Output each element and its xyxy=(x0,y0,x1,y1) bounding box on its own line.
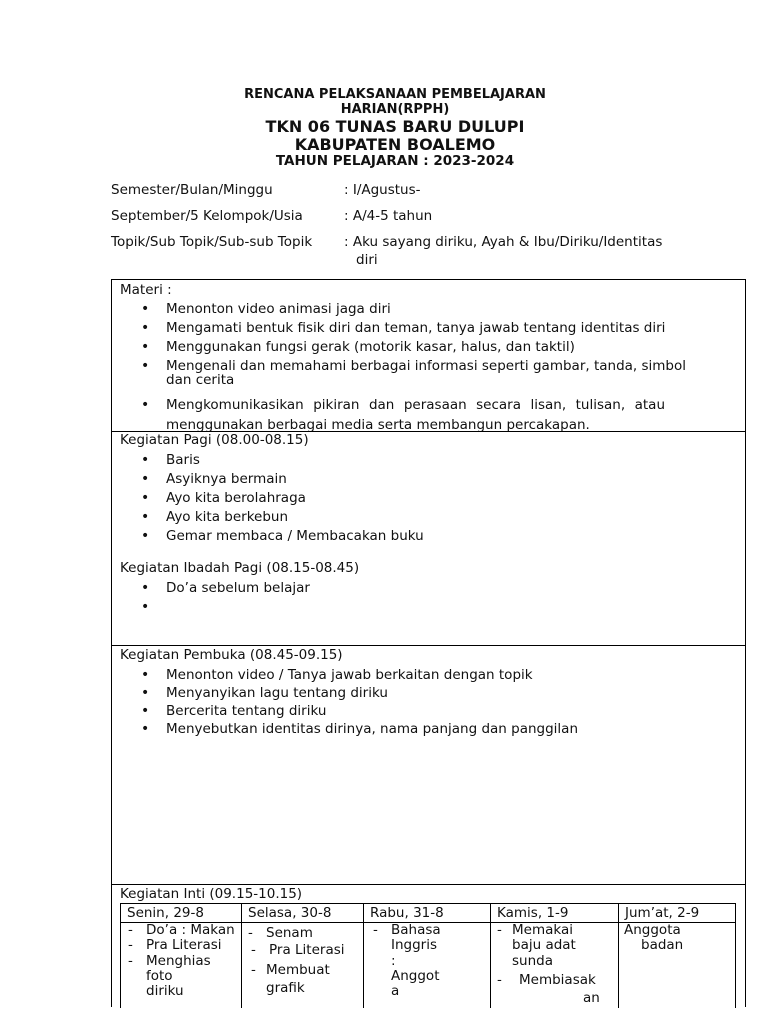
pagi-list xyxy=(112,453,745,543)
day-header: Jum’at, 2-9 xyxy=(619,904,735,923)
day-header: Kamis, 1-9 xyxy=(491,904,618,923)
materi-item: • Mengenali dan memahami berbagai informasi seperti gambar, tanda, simbol dan cerita xyxy=(112,359,745,387)
materi-item: • Mengamati bentuk fisik diri dan teman, tanya jawab tentang identitas diri xyxy=(112,321,745,335)
activity-line: : xyxy=(391,953,396,969)
ibadah-title: Kegiatan Ibadah Pagi (08.15-08.45) xyxy=(120,560,360,576)
activity-line: an xyxy=(583,990,600,1006)
activity-line: baju adat xyxy=(512,937,576,953)
materi-item: • Mengkomunikasikan pikiran dan perasaan secara lisan, tulisan, atau menggunakan berbagai media serta membangun percakapan. xyxy=(112,395,745,435)
activity-line: Anggota xyxy=(624,922,681,938)
pembuka-item: • Menonton video / Tanya jawab berkaitan dengan topik xyxy=(112,668,745,682)
materi-item: • Menggunakan fungsi gerak (motorik kasar, halus, dan taktil) xyxy=(112,340,745,354)
day-column-jumat xyxy=(619,904,735,1008)
ibadah-list xyxy=(112,581,745,614)
pembuka-title: Kegiatan Pembuka (08.45-09.15) xyxy=(120,647,343,663)
info-topic-value-cont: diri xyxy=(356,252,378,268)
pembuka-item: • Menyebutkan identitas dirinya, nama panjang dan panggilan xyxy=(112,722,745,736)
pagi-item: • Baris xyxy=(112,453,745,467)
materi-title: Materi : xyxy=(120,282,172,298)
doc-title-line2: HARIAN(RPPH) xyxy=(340,102,450,117)
info-topic-value: : Aku sayang diriku, Ayah & Ibu/Diriku/Identitas xyxy=(344,234,663,250)
activity-line: Pra Literasi xyxy=(269,942,345,958)
pagi-item: • Asyiknya bermain xyxy=(112,472,745,486)
dash-bullet: - xyxy=(128,937,133,953)
region-name: KABUPATEN BOALEMO xyxy=(294,135,496,154)
activity-line: Bahasa xyxy=(391,922,441,938)
dash-bullet: - xyxy=(248,925,253,941)
ibadah-item xyxy=(112,600,745,614)
activity-line: Memakai xyxy=(512,922,573,938)
activity-line: diriku xyxy=(146,983,184,999)
dash-bullet: - xyxy=(497,922,502,938)
dash-bullet: - xyxy=(373,922,378,938)
dash-bullet: - xyxy=(251,942,256,958)
activity-line: grafik xyxy=(266,980,305,996)
activity-line: sunda xyxy=(512,953,553,969)
activity-line: Anggot xyxy=(391,968,440,984)
inti-title: Kegiatan Inti (09.15-10.15) xyxy=(120,886,303,902)
activity-line: badan xyxy=(641,937,684,953)
activity-line: Membiasak xyxy=(519,972,596,988)
pagi-item: • Ayo kita berolahraga xyxy=(112,491,745,505)
pembuka-item: • Menyanyikan lagu tentang diriku xyxy=(112,686,745,700)
activity-line: Senam xyxy=(266,925,313,941)
info-class-value: : A/4-5 tahun xyxy=(344,208,433,224)
materi-list xyxy=(112,302,745,435)
pagi-title: Kegiatan Pagi (08.00-08.15) xyxy=(120,432,309,448)
day-column-senin xyxy=(121,904,242,1008)
pembuka-item: • Bercerita tentang diriku xyxy=(112,704,745,718)
day-header: Senin, 29-8 xyxy=(121,904,241,923)
school-name: TKN 06 TUNAS BARU DULUPI xyxy=(265,117,525,136)
info-semester-label: Semester/Bulan/Minggu xyxy=(111,182,273,198)
inti-schedule-table xyxy=(120,903,736,1008)
pembuka-list xyxy=(112,668,745,736)
ibadah-item: • Do’a sebelum belajar xyxy=(112,581,745,595)
day-header: Selasa, 30-8 xyxy=(242,904,363,923)
materi-item: • Menonton video animasi jaga diri xyxy=(112,302,745,316)
dash-bullet: - xyxy=(128,953,133,969)
activity-line: Inggris xyxy=(391,937,438,953)
day-column-selasa xyxy=(242,904,364,1008)
pagi-item: • Gemar membaca / Membacakan buku xyxy=(112,529,745,543)
activity-line: Menghias xyxy=(146,953,211,969)
day-column-rabu xyxy=(364,904,491,1008)
academic-year: TAHUN PELAJARAN : 2023-2024 xyxy=(275,153,515,169)
activity-line: a xyxy=(391,983,400,999)
pagi-item: • Ayo kita berkebun xyxy=(112,510,745,524)
dash-bullet: - xyxy=(497,972,502,988)
lesson-plan-box xyxy=(111,279,746,1007)
activity-line: Pra Literasi xyxy=(146,937,222,953)
info-class-label: September/5 Kelompok/Usia xyxy=(111,208,303,224)
doc-title-line1: RENCANA PELAKSANAAN PEMBELAJARAN xyxy=(244,87,546,102)
info-topic-label: Topik/Sub Topik/Sub-sub Topik xyxy=(111,234,313,250)
activity-line: Do’a : Makan xyxy=(146,922,235,938)
activity-line: Membuat xyxy=(266,962,330,978)
day-column-kamis xyxy=(491,904,619,1008)
dash-bullet: - xyxy=(251,962,256,978)
activity-line: foto xyxy=(146,968,173,984)
day-header: Rabu, 31-8 xyxy=(364,904,490,923)
info-semester-value: : I/Agustus- xyxy=(344,182,421,198)
dash-bullet: - xyxy=(128,922,133,938)
